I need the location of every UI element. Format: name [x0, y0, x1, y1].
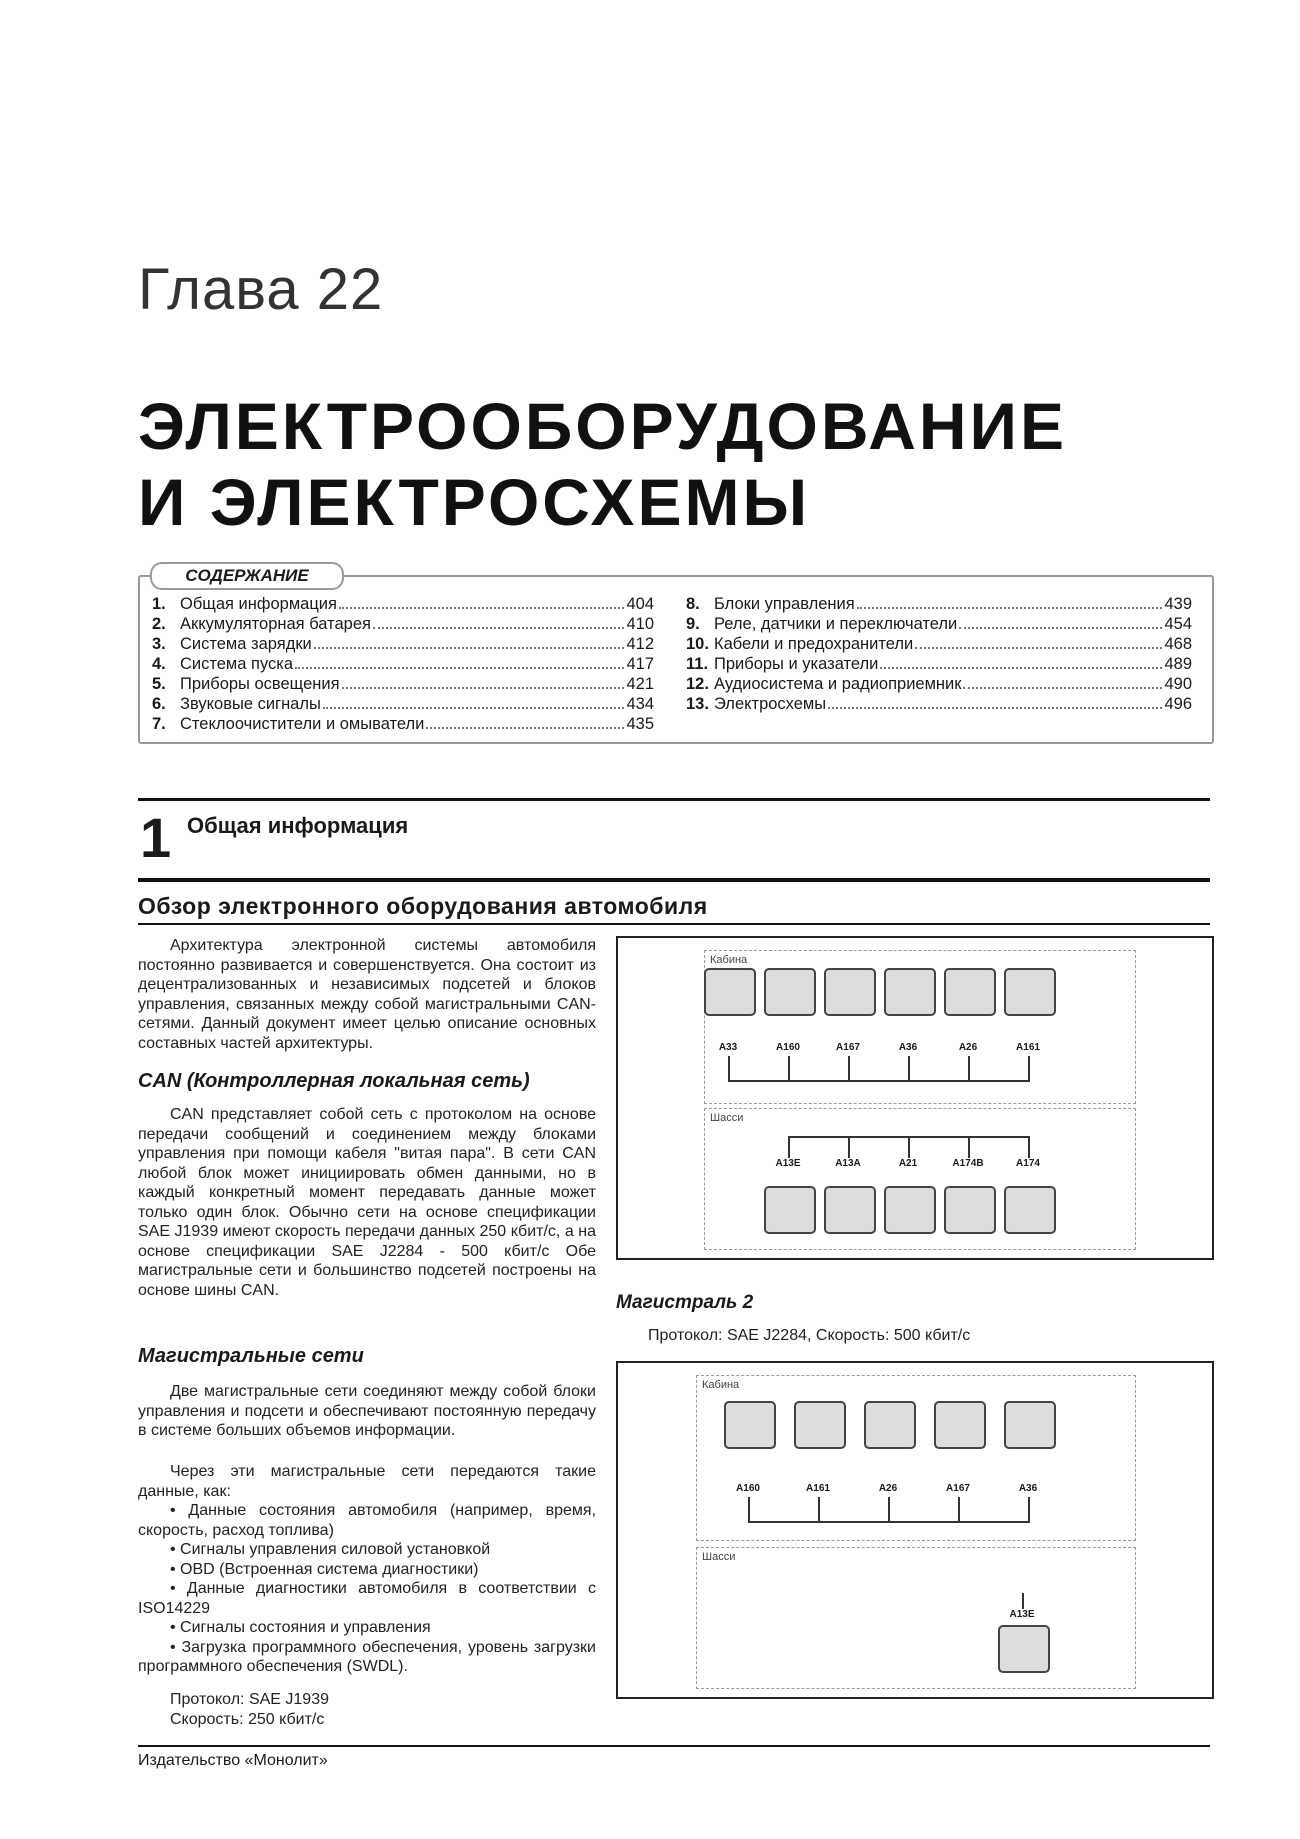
control-module-icon: [864, 1401, 916, 1449]
bus-drop-line: [968, 1056, 970, 1080]
bus-drop-line: [728, 1056, 730, 1080]
bus-drop-line: [788, 1136, 790, 1158]
toc-row: [686, 674, 1192, 694]
chapter-title: [138, 388, 1067, 540]
control-module-icon: [1004, 1186, 1056, 1234]
backbone-2-diagram: [616, 1361, 1214, 1699]
module-label: A167: [836, 1042, 860, 1053]
toc-number: 8.: [686, 595, 700, 613]
toc-leader: [959, 614, 1162, 629]
toc-row: [152, 714, 654, 734]
chapter-title-line-2: И ЭЛЕКТРОСХЕМЫ: [138, 465, 811, 539]
bus-drop-line: [1028, 1136, 1030, 1158]
toc-row: [686, 594, 1192, 614]
module-label: A21: [898, 1158, 918, 1169]
control-module-icon: [884, 1186, 936, 1234]
toc-row: [152, 634, 654, 654]
bus-line: [748, 1521, 1030, 1523]
toc-page: 468: [1164, 635, 1192, 653]
toc-page: 435: [626, 715, 654, 733]
cab-label-2: Кабина: [702, 1379, 740, 1391]
toc-row: [152, 694, 654, 714]
toc-number: 3.: [152, 635, 166, 653]
module-label: A26: [958, 1042, 978, 1053]
control-module-icon: [704, 968, 756, 1016]
mag-paragraph-2: Через эти магистральные сети передаются такие данные, как:: [138, 1463, 596, 1500]
list-item-text: • Данные состояния автомобиля (например, время, скорость, расход топлива): [138, 1502, 596, 1539]
toc-row: [686, 654, 1192, 674]
toc-page: 496: [1164, 695, 1192, 713]
toc-title: Стеклоочистители и омыватели: [180, 715, 425, 733]
data-list: [138, 1501, 596, 1677]
toc-leader: [373, 614, 625, 629]
list-item-text: • Сигналы управления силовой установкой: [170, 1541, 491, 1558]
list-item-text: • Загрузка программного обеспечения, уровень загрузки программного обеспечения (SWDL).: [138, 1638, 596, 1675]
bus-drop-line: [818, 1497, 820, 1521]
chassis-zone-2: [696, 1547, 1136, 1689]
module-label: A36: [1018, 1483, 1038, 1494]
chapter-label: Глава 22: [138, 257, 384, 322]
toc-page: 404: [626, 595, 654, 613]
toc-title: Блоки управления: [714, 595, 855, 613]
toc-page: 417: [626, 655, 654, 673]
toc-number: 1.: [152, 595, 166, 613]
toc-title: Реле, датчики и переключатели: [714, 615, 958, 633]
subsection-rule: [138, 923, 1210, 925]
toc-leader: [915, 634, 1162, 649]
list-item-text: • Данные диагностики автомобиля в соответствии с ISO14229: [138, 1580, 596, 1617]
bus-line: [728, 1080, 1030, 1082]
toc-row: [686, 634, 1192, 654]
module-label: A174B: [952, 1158, 984, 1169]
bus-drop-line: [1028, 1056, 1030, 1080]
toc-number: 9.: [686, 615, 700, 633]
toc-title: Система зарядки: [180, 635, 312, 653]
module-label: A160: [776, 1042, 800, 1053]
control-module-icon: [764, 968, 816, 1016]
toc-number: 10.: [686, 635, 709, 653]
toc-leader: [963, 674, 1162, 689]
section-rule-bottom: [138, 878, 1210, 882]
toc-title: Аудиосистема и радиоприемник: [714, 675, 962, 693]
control-module-icon: [944, 968, 996, 1016]
bus-drop-line: [888, 1497, 890, 1521]
toc-title: Приборы освещения: [180, 675, 340, 693]
subsection-title: Обзор электронного оборудования автомобиля: [138, 893, 708, 919]
toc-page: 412: [626, 635, 654, 653]
toc-number: 4.: [152, 655, 166, 673]
toc-page: 454: [1164, 615, 1192, 633]
control-module-icon: [998, 1625, 1050, 1673]
toc-leader: [295, 654, 624, 669]
toc-title: Аккумуляторная батарея: [180, 615, 371, 633]
bus-drop-line: [968, 1136, 970, 1158]
toc-row: [152, 614, 654, 634]
can-paragraph: CAN представляет собой сеть с протоколом на основе передачи сообщений и соединением между блоками управления при помощи кабеля "витая пара". В сети CAN любой блок может инициировать обмен данными, но в каждый конкретный момент передавать данные может только один блок. Обычно сети на основе спецификации SAE J1939 имеют скорость передачи данных 250 кбит/с, а на основе спецификации SAE J2284 - 500 кбит/с Обе магистральные сети и большинство подсетей построены на основе шины CAN.: [138, 1106, 596, 1299]
toc-leader: [828, 694, 1162, 709]
list-item: [138, 1579, 596, 1618]
footer-rule: [138, 1745, 1210, 1747]
toc-title: Система пуска: [180, 655, 294, 673]
toc-leader: [342, 674, 625, 689]
section-number: 1: [140, 806, 172, 869]
control-module-icon: [824, 1186, 876, 1234]
list-item: [138, 1638, 596, 1677]
mag-heading: Магистральные сети: [138, 1345, 364, 1367]
chassis-label-2: Шасси: [702, 1551, 736, 1563]
publisher-footer: Издательство «Монолит»: [138, 1752, 328, 1769]
toc-title: Кабели и предохранители: [714, 635, 914, 653]
toc-number: 11.: [686, 655, 709, 673]
list-item-text: • Сигналы состояния и управления: [170, 1619, 431, 1636]
toc-leader: [339, 594, 625, 609]
backbone-1-diagram: [616, 936, 1214, 1260]
intro-paragraph: Архитектура электронной системы автомобиля постоянно развивается и совершенствуется. Она состоит из децентрализованных и независимых подсетей и блоков управления, связанных между собой магистральными CAN-сетями. Данный документ имеет целью описание основных составных частей архитектуры.: [138, 937, 596, 1052]
toc-number: 12.: [686, 675, 709, 693]
control-module-icon: [1004, 1401, 1056, 1449]
bus-drop-line: [848, 1056, 850, 1080]
toc-leader: [857, 594, 1163, 609]
toc-page: 410: [626, 615, 654, 633]
module-label: A13A: [835, 1158, 861, 1169]
module-label: A13E: [775, 1158, 801, 1169]
bus-line: [1022, 1593, 1024, 1595]
toc-page: 421: [626, 675, 654, 693]
mag2-heading: Магистраль 2: [616, 1292, 754, 1313]
module-label: A160: [736, 1483, 760, 1494]
toc-title: Приборы и указатели: [714, 655, 879, 673]
toc-leader: [314, 634, 625, 649]
module-label: A167: [946, 1483, 970, 1494]
control-module-icon: [794, 1401, 846, 1449]
control-module-icon: [934, 1401, 986, 1449]
mag2-protocol: Протокол: SAE J2284, Скорость: 500 кбит/с: [648, 1327, 971, 1344]
bus-drop-line: [908, 1056, 910, 1080]
list-item: [138, 1501, 596, 1540]
control-module-icon: [944, 1186, 996, 1234]
module-label: A13E: [1009, 1609, 1035, 1620]
list-item: [138, 1540, 596, 1560]
toc-page: 489: [1164, 655, 1192, 673]
toc-row: [152, 674, 654, 694]
toc-row: [152, 654, 654, 674]
module-label: A33: [718, 1042, 738, 1053]
toc-leader: [426, 714, 624, 729]
bus-drop-line: [908, 1136, 910, 1158]
list-item: [138, 1560, 596, 1580]
list-item-text: • OBD (Встроенная система диагностики): [170, 1560, 479, 1578]
cab-label: Кабина: [710, 954, 748, 966]
chassis-label: Шасси: [710, 1112, 744, 1124]
toc-page: 439: [1164, 595, 1192, 613]
section-title: Общая информация: [187, 813, 409, 838]
bus-drop-line: [1022, 1593, 1024, 1609]
toc-number: 7.: [152, 715, 166, 733]
module-label: A36: [898, 1042, 918, 1053]
toc-title: Звуковые сигналы: [180, 695, 321, 713]
module-label: A161: [806, 1483, 830, 1494]
list-item: [138, 1618, 596, 1638]
bus-line: [788, 1136, 1030, 1138]
toc-row: [152, 594, 654, 614]
module-label: A26: [878, 1483, 898, 1494]
chapter-title-line-1: ЭЛЕКТРООБОРУДОВАНИЕ: [138, 389, 1067, 463]
control-module-icon: [724, 1401, 776, 1449]
toc-page: 490: [1164, 675, 1192, 693]
control-module-icon: [824, 968, 876, 1016]
toc-number: 5.: [152, 675, 166, 693]
toc-number: 2.: [152, 615, 166, 633]
control-module-icon: [764, 1186, 816, 1234]
bus-drop-line: [958, 1497, 960, 1521]
toc-number: 13.: [686, 695, 709, 713]
speed-1: Скорость: 250 кбит/с: [170, 1711, 325, 1728]
control-module-icon: [884, 968, 936, 1016]
cab-zone-2: [696, 1375, 1136, 1541]
toc-row: [686, 694, 1192, 714]
bus-drop-line: [848, 1136, 850, 1158]
control-module-icon: [1004, 968, 1056, 1016]
section-rule-top: [138, 798, 1210, 801]
toc-row: [686, 614, 1192, 634]
module-label: A161: [1016, 1042, 1040, 1053]
bus-drop-line: [1028, 1497, 1030, 1521]
toc-label: СОДЕРЖАНИЕ: [150, 562, 344, 590]
toc-page: 434: [626, 695, 654, 713]
can-heading: CAN (Контроллерная локальная сеть): [138, 1070, 530, 1092]
toc-leader: [880, 654, 1162, 669]
protocol-1: Протокол: SAE J1939: [170, 1691, 329, 1708]
toc-number: 6.: [152, 695, 166, 713]
mag-paragraph-1: Две магистральные сети соединяют между собой блоки управления и подсети и обеспечивают постоянную передачу в системе больших объемов информации.: [138, 1383, 596, 1439]
module-label: A174: [1016, 1158, 1040, 1169]
bus-drop-line: [788, 1056, 790, 1080]
toc-title: Электросхемы: [714, 695, 827, 713]
toc-title: Общая информация: [180, 595, 337, 613]
bus-drop-line: [748, 1497, 750, 1521]
toc-leader: [323, 694, 625, 709]
